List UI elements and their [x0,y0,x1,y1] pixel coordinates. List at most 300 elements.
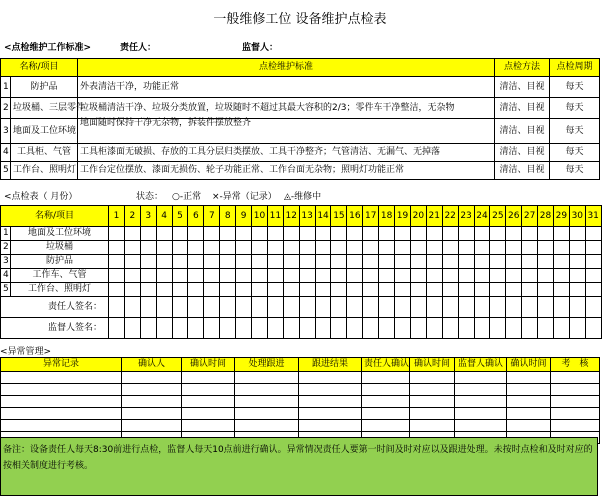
check-cell[interactable] [172,269,188,283]
check-cell[interactable] [204,241,220,255]
check-cell[interactable] [220,269,236,283]
check-cell[interactable] [379,241,395,255]
check-cell[interactable] [379,255,395,269]
check-cell[interactable] [315,269,331,283]
signature-cell[interactable] [458,318,474,339]
row-method: 清洁、目视 [495,162,550,180]
check-cell[interactable] [490,283,506,297]
supervisor-label: 监督人： [242,43,279,53]
abnormal-cell[interactable] [410,420,455,432]
check-cell[interactable] [109,269,125,283]
check-cell[interactable] [538,269,554,283]
check-cell[interactable] [426,255,442,269]
signature-cell[interactable] [220,318,236,339]
signature-cell[interactable] [347,297,363,318]
check-cell[interactable] [172,255,188,269]
check-cell[interactable] [522,255,538,269]
check-cell[interactable] [315,255,331,269]
item-name: 工作台、照明灯 [11,283,109,297]
check-cell[interactable] [506,269,522,283]
signature-cell[interactable] [315,318,331,339]
signature-cell[interactable] [553,297,569,318]
check-cell[interactable] [204,283,220,297]
abnormal-cell[interactable] [235,408,299,420]
abnormal-header: 异常记录 [1,358,122,372]
check-cell[interactable] [490,269,506,283]
signature-cell[interactable] [363,318,379,339]
check-cell[interactable] [553,255,569,269]
check-cell[interactable] [267,227,283,241]
abnormal-cell[interactable] [551,408,600,420]
table-row [1,384,600,396]
check-cell[interactable] [283,241,299,255]
check-cell[interactable] [458,241,474,255]
check-cell[interactable] [585,227,601,241]
signature-cell[interactable] [267,318,283,339]
check-cell[interactable] [522,241,538,255]
check-cell[interactable] [426,227,442,241]
check-cell[interactable] [172,283,188,297]
abnormal-cell[interactable] [235,396,299,408]
check-cell[interactable] [506,255,522,269]
check-cell[interactable] [458,269,474,283]
signature-cell[interactable] [140,318,156,339]
signature-cell[interactable] [267,297,283,318]
signature-cell[interactable] [363,297,379,318]
check-cell[interactable] [474,283,490,297]
row-standard: 地面随时保持干净无杂物，拆装件摆放整齐 [78,119,495,144]
check-cell[interactable] [522,269,538,283]
signature-cell[interactable] [188,318,204,339]
check-cell[interactable] [474,227,490,241]
signature-cell[interactable] [506,318,522,339]
abnormal-cell[interactable] [455,372,507,384]
check-cell[interactable] [331,269,347,283]
check-cell[interactable] [156,283,172,297]
signature-cell[interactable] [569,318,585,339]
abnormal-cell[interactable] [410,396,455,408]
check-cell[interactable] [156,227,172,241]
signature-cell[interactable] [522,318,538,339]
table-row [1,408,600,420]
check-cell[interactable] [124,283,140,297]
signature-cell[interactable] [236,318,252,339]
check-cell[interactable] [506,283,522,297]
check-cell[interactable] [299,227,315,241]
check-cell[interactable] [283,283,299,297]
signature-cell[interactable] [299,318,315,339]
signature-cell[interactable] [538,318,554,339]
abnormal-cell[interactable] [362,384,410,396]
check-cell[interactable] [347,269,363,283]
check-cell[interactable] [299,283,315,297]
check-cell[interactable] [220,241,236,255]
check-cell[interactable] [331,283,347,297]
check-cell[interactable] [395,269,411,283]
check-cell[interactable] [315,241,331,255]
abnormal-cell[interactable] [507,408,551,420]
day-header: 24 [474,206,490,227]
signature-cell[interactable] [474,318,490,339]
abnormal-cell[interactable] [362,396,410,408]
check-cell[interactable] [283,255,299,269]
row-method: 清洁、目视 [495,119,550,144]
check-cell[interactable] [267,255,283,269]
check-cell[interactable] [220,255,236,269]
signature-cell[interactable] [124,318,140,339]
signature-cell[interactable] [442,318,458,339]
check-cell[interactable] [347,227,363,241]
check-cell[interactable] [410,227,426,241]
check-cell[interactable] [124,241,140,255]
abnormal-cell[interactable] [299,420,362,432]
abnormal-cell[interactable] [1,396,122,408]
table-row [1,119,600,144]
day-header: 20 [410,206,426,227]
signature-cell[interactable] [474,297,490,318]
abnormal-cell[interactable] [122,384,182,396]
abnormal-cell[interactable] [235,420,299,432]
check-cell[interactable] [395,241,411,255]
check-cell[interactable] [124,269,140,283]
day-header: 4 [156,206,172,227]
signature-cell[interactable] [410,297,426,318]
item-name: 工作车、气管 [11,269,109,283]
check-cell[interactable] [442,227,458,241]
abnormal-header: 确认时间 [410,358,455,372]
signature-cell[interactable] [315,297,331,318]
check-cell[interactable] [204,269,220,283]
signature-cell[interactable] [395,318,411,339]
check-cell[interactable] [442,283,458,297]
check-cell[interactable] [299,269,315,283]
abnormal-cell[interactable] [410,408,455,420]
signature-cell[interactable] [156,297,172,318]
check-cell[interactable] [474,241,490,255]
check-cell[interactable] [188,283,204,297]
row-name: 防护品 [11,77,78,98]
check-cell[interactable] [236,283,252,297]
abnormal-cell[interactable] [299,408,362,420]
signature-cell[interactable] [109,318,125,339]
check-cell[interactable] [347,283,363,297]
abnormal-cell[interactable] [1,384,122,396]
check-cell[interactable] [236,241,252,255]
signature-cell[interactable] [379,318,395,339]
signature-cell[interactable] [490,318,506,339]
abnormal-cell[interactable] [182,372,235,384]
header-method: 点检方法 [495,59,550,77]
abnormal-cell[interactable] [507,372,551,384]
check-cell[interactable] [395,283,411,297]
abnormal-cell[interactable] [299,372,362,384]
abnormal-cell[interactable] [299,396,362,408]
check-cell[interactable] [220,227,236,241]
check-cell[interactable] [490,227,506,241]
signature-cell[interactable] [109,297,125,318]
abnormal-cell[interactable] [122,420,182,432]
check-cell[interactable] [363,241,379,255]
check-cell[interactable] [188,227,204,241]
sheet-title: 一般维修工位 设备维护点检表 [213,12,387,27]
check-cell[interactable] [553,283,569,297]
check-cell[interactable] [410,241,426,255]
abnormal-cell[interactable] [1,372,122,384]
check-cell[interactable] [156,241,172,255]
check-cell[interactable] [267,269,283,283]
signature-cell[interactable] [172,318,188,339]
signature-cell[interactable] [569,297,585,318]
signature-cell[interactable] [506,297,522,318]
monthly-header-row [1,206,602,227]
check-cell[interactable] [490,255,506,269]
check-cell[interactable] [379,269,395,283]
day-header: 31 [585,206,601,227]
check-cell[interactable] [252,283,268,297]
abnormal-cell[interactable] [455,384,507,396]
check-cell[interactable] [109,227,125,241]
check-cell[interactable] [315,283,331,297]
check-cell[interactable] [395,255,411,269]
signature-cell[interactable] [156,318,172,339]
check-cell[interactable] [379,283,395,297]
check-cell[interactable] [252,227,268,241]
check-cell[interactable] [156,255,172,269]
check-cell[interactable] [109,255,125,269]
signature-cell[interactable] [426,297,442,318]
abnormal-cell[interactable] [410,372,455,384]
check-cell[interactable] [156,269,172,283]
check-cell[interactable] [522,283,538,297]
check-cell[interactable] [140,255,156,269]
abnormal-cell[interactable] [1,408,122,420]
check-cell[interactable] [204,227,220,241]
check-cell[interactable] [331,241,347,255]
check-cell[interactable] [188,255,204,269]
check-cell[interactable] [553,269,569,283]
check-cell[interactable] [458,283,474,297]
abnormal-cell[interactable] [507,384,551,396]
check-cell[interactable] [140,283,156,297]
day-header: 5 [172,206,188,227]
check-cell[interactable] [490,241,506,255]
signature-cell[interactable] [585,297,601,318]
check-cell[interactable] [252,241,268,255]
abnormal-cell[interactable] [551,384,600,396]
signature-cell[interactable] [140,297,156,318]
check-cell[interactable] [331,255,347,269]
abnormal-cell[interactable] [362,372,410,384]
check-cell[interactable] [569,269,585,283]
check-cell[interactable] [585,269,601,283]
abnormal-cell[interactable] [507,420,551,432]
check-cell[interactable] [474,269,490,283]
check-cell[interactable] [236,255,252,269]
check-cell[interactable] [569,227,585,241]
check-cell[interactable] [458,255,474,269]
check-cell[interactable] [220,283,236,297]
abnormal-cell[interactable] [182,396,235,408]
check-cell[interactable] [585,255,601,269]
check-cell[interactable] [140,241,156,255]
check-cell[interactable] [236,269,252,283]
row-standard: 工作台定位摆放、漆面无损伤、轮子功能正常、工作台面无杂物；照明灯功能正常 [78,162,495,180]
abnormal-cell[interactable] [455,408,507,420]
check-cell[interactable] [379,227,395,241]
signature-cell[interactable] [458,297,474,318]
item-number: 5 [1,283,11,297]
signature-cell[interactable] [553,318,569,339]
signature-cell[interactable] [490,297,506,318]
check-cell[interactable] [569,283,585,297]
check-cell[interactable] [410,269,426,283]
check-cell[interactable] [252,269,268,283]
day-header: 1 [109,206,125,227]
signature-cell[interactable] [283,318,299,339]
check-cell[interactable] [172,227,188,241]
check-cell[interactable] [140,227,156,241]
row-number: 5 [1,162,11,180]
check-cell[interactable] [538,255,554,269]
abnormal-cell[interactable] [551,420,600,432]
check-cell[interactable] [363,227,379,241]
abnormal-cell[interactable] [122,396,182,408]
abnormal-cell[interactable] [1,420,122,432]
signature-cell[interactable] [299,297,315,318]
check-cell[interactable] [172,241,188,255]
check-cell[interactable] [204,255,220,269]
check-cell[interactable] [188,269,204,283]
check-cell[interactable] [538,241,554,255]
signature-cell[interactable] [442,297,458,318]
check-cell[interactable] [474,255,490,269]
signature-cell[interactable] [522,297,538,318]
check-cell[interactable] [347,241,363,255]
day-header: 22 [442,206,458,227]
day-header: 17 [363,206,379,227]
check-cell[interactable] [283,227,299,241]
check-cell[interactable] [506,227,522,241]
check-cell[interactable] [109,241,125,255]
signature-cell[interactable] [204,297,220,318]
check-cell[interactable] [553,241,569,255]
check-cell[interactable] [410,255,426,269]
day-header: 11 [267,206,283,227]
signature-cell[interactable] [410,318,426,339]
signature-cell[interactable] [585,318,601,339]
status-abnormal: ×-异常（记录） [212,192,277,202]
signature-cell[interactable] [395,297,411,318]
day-header: 25 [490,206,506,227]
abnormal-cell[interactable] [362,420,410,432]
abnormal-cell[interactable] [551,396,600,408]
check-cell[interactable] [109,283,125,297]
check-cell[interactable] [252,255,268,269]
signature-cell[interactable] [124,297,140,318]
signature-cell[interactable] [252,297,268,318]
check-cell[interactable] [283,269,299,283]
signature-cell[interactable] [220,297,236,318]
signature-cell[interactable] [172,297,188,318]
check-cell[interactable] [442,269,458,283]
check-cell[interactable] [267,241,283,255]
abnormal-cell[interactable] [235,372,299,384]
signature-cell[interactable] [331,318,347,339]
standards-header-row [1,59,600,77]
day-header: 18 [379,206,395,227]
check-cell[interactable] [236,227,252,241]
day-header: 3 [140,206,156,227]
check-cell[interactable] [458,227,474,241]
day-header: 30 [569,206,585,227]
check-cell[interactable] [395,227,411,241]
check-cell[interactable] [585,283,601,297]
check-cell[interactable] [538,227,554,241]
check-cell[interactable] [426,283,442,297]
abnormal-cell[interactable] [455,396,507,408]
check-cell[interactable] [442,241,458,255]
check-cell[interactable] [522,227,538,241]
check-cell[interactable] [363,283,379,297]
check-cell[interactable] [124,255,140,269]
check-cell[interactable] [140,269,156,283]
abnormal-cell[interactable] [551,372,600,384]
check-cell[interactable] [506,241,522,255]
check-cell[interactable] [569,255,585,269]
abnormal-cell[interactable] [182,408,235,420]
abnormal-cell[interactable] [507,396,551,408]
check-cell[interactable] [585,241,601,255]
check-cell[interactable] [553,227,569,241]
check-cell[interactable] [426,241,442,255]
check-cell[interactable] [442,255,458,269]
signature-cell[interactable] [331,297,347,318]
check-cell[interactable] [299,255,315,269]
check-cell[interactable] [569,241,585,255]
signature-cell[interactable] [347,318,363,339]
check-cell[interactable] [538,283,554,297]
signature-cell[interactable] [236,297,252,318]
check-cell[interactable] [347,255,363,269]
abnormal-cell[interactable] [122,408,182,420]
abnormal-cell[interactable] [410,384,455,396]
signature-cell[interactable] [426,318,442,339]
check-cell[interactable] [426,269,442,283]
signature-cell[interactable] [379,297,395,318]
check-cell[interactable] [299,241,315,255]
abnormal-cell[interactable] [299,384,362,396]
check-cell[interactable] [315,227,331,241]
signature-cell[interactable] [283,297,299,318]
abnormal-cell[interactable] [235,384,299,396]
signature-cell[interactable] [538,297,554,318]
check-cell[interactable] [363,269,379,283]
abnormal-cell[interactable] [455,420,507,432]
check-cell[interactable] [267,283,283,297]
abnormal-cell[interactable] [182,420,235,432]
signature-cell[interactable] [188,297,204,318]
signature-cell[interactable] [252,318,268,339]
abnormal-cell[interactable] [182,384,235,396]
signature-cell[interactable] [204,318,220,339]
check-cell[interactable] [124,227,140,241]
check-cell[interactable] [331,227,347,241]
check-cell[interactable] [363,255,379,269]
abnormal-cell[interactable] [122,372,182,384]
abnormal-cell[interactable] [362,408,410,420]
check-cell[interactable] [188,241,204,255]
check-cell[interactable] [410,283,426,297]
